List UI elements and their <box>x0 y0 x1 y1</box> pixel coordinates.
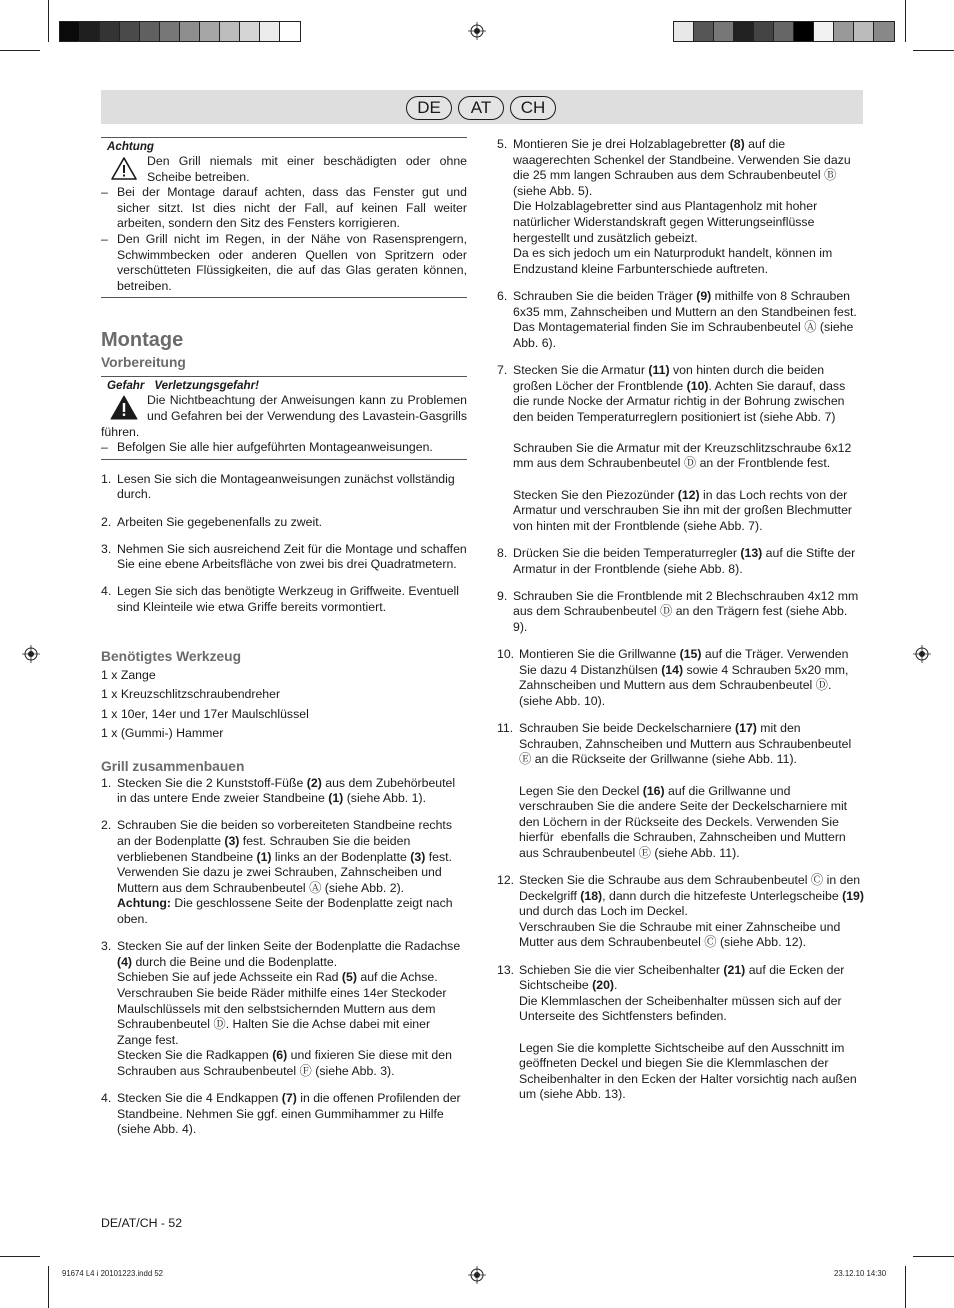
attention-item: – Den Grill nicht im Regen, in der Nähe von Rasensprengern, Schwimmbecken oder anderen Quellen von Spritzern oder verschütteten Flüssigkeiten, die auf das Glas geraten können, betreiben. <box>101 231 467 293</box>
crop-mark <box>0 1256 40 1257</box>
list-item: 2. Arbeiten Sie gegebenenfalls zu zweit. <box>101 514 323 529</box>
list-item: 12. Stecken Sie die Schraube aus dem Schraubenbeutel Ⓒ in den Deckelgriff (18), dann durch die hitzefeste Unterlegscheibe (19) und durch das Loch im Deckel. Verschrauben Sie die Schraube mit einer Zahnscheibe und Mutter aus dem Schraubenbeutel Ⓒ (siehe Abb. 12). <box>497 873 864 950</box>
attention-text: Den Grill niemals mit einer beschädigten oder ohne Scheibe betreiben. <box>147 154 467 184</box>
list-item: 3. Nehmen Sie sich ausreichend Zeit für die Montage und schaffen Sie eine ebene Arbeitsfläche von zwei bis drei Quadratmetern. <box>101 541 467 572</box>
subheading-assembly: Grill zusammenbauen <box>101 758 245 774</box>
assembly-list-left <box>101 776 467 1138</box>
attention-label: Achtung <box>107 140 155 153</box>
danger-label: Gefahr Verletzungsgefahr! <box>107 379 259 393</box>
list-item: 5. Montieren Sie je drei Holzablagebretter (8) auf die waagerechten Schenkel der Standbeine. Verwenden Sie dazu die 25 mm langen Schrauben aus dem Schraubenbeutel Ⓑ (siehe Abb. 5). Die Holzablagebretter sind aus Plantagenholz mit hoher natürlicher Widerstandskraft gegen Witterungseinflüsse hergestellt und zusätzlich gebeizt. Da es sich jedoch um ein Naturprodukt handelt, können im Endzustand kleine Farbunterschiede auftreten. <box>497 137 851 276</box>
crop-mark <box>48 0 49 42</box>
lang-pill-de: DE <box>406 96 452 120</box>
right-column <box>497 137 864 1103</box>
list-item: 9. Schrauben Sie die Frontblende mit 2 Blechschrauben 4x12 mm aus dem Schraubenbeutel Ⓓ an den Trägern fest (siehe Abb. 9). <box>497 588 859 634</box>
list-item: 6. Schrauben Sie die beiden Träger (9) mithilfe von 8 Schrauben 6x35 mm, Zahnscheiben und Muttern an den Standbeinen fest. Das Montagematerial finden Sie im Schraubenbeutel Ⓐ (siehe Abb. 6). <box>497 288 857 350</box>
registration-mark-icon <box>22 645 40 663</box>
crop-mark <box>905 0 906 42</box>
language-pills <box>406 96 556 120</box>
color-strip-right <box>673 21 895 42</box>
crop-mark <box>913 1256 954 1257</box>
danger-box <box>101 376 467 459</box>
left-column <box>101 137 467 1138</box>
list-item: 1. Lesen Sie sich die Montageanweisungen zunächst vollständig durch. <box>101 471 455 502</box>
danger-triangle-filled-icon <box>101 393 147 423</box>
list-item: 4. Stecken Sie die 4 Endkappen (7) in die offenen Profilenden der Standbeine. Nehmen Sie ggf. einen Gummihammer zu Hilfe (siehe Abb. 4). <box>101 1091 461 1137</box>
registration-mark-icon <box>468 1266 486 1284</box>
page-footer: DE/AT/CH - 52 <box>101 1216 183 1230</box>
crop-mark <box>913 50 954 51</box>
color-strip-left <box>59 21 301 42</box>
lang-pill-at: AT <box>458 96 504 120</box>
caution-triangle-outline-icon <box>101 154 147 184</box>
danger-item: – Befolgen Sie alle hier aufgeführten Montageanweisungen. <box>101 440 433 455</box>
list-item: 1 x Kreuzschlitzschraubendreher <box>101 687 281 702</box>
preparation-list <box>101 472 467 616</box>
danger-text: Die Nichtbeachtung der Anweisungen kann zu Problemen und Gefahren bei der Verwendung des Lavastein-Gasgrills führen. <box>101 393 467 439</box>
assembly-list-right <box>497 137 864 1103</box>
crop-mark <box>48 1266 49 1308</box>
registration-mark-icon <box>913 645 931 663</box>
list-item: 3. Stecken Sie auf der linken Seite der Bodenplatte die Radachse (4) durch die Beine und die Bodenplatte. Schieben Sie auf jede Achsseite ein Rad (5) auf die Achse. Verschrauben Sie beide Räder mithilfe eines 14er Steckoder Maulschlüssels mit den selbstsichernden Muttern aus dem Schraubenbeutel Ⓓ. Halten Sie die Achse dabei mit einer Zange fest. Stecken Sie die Radkappen (6) und fixieren Sie diese mit den Schrauben aus Schraubenbeutel Ⓕ (siehe Abb. 3). <box>101 939 461 1078</box>
list-item: 1 x 10er, 14er und 17er Maulschlüssel <box>101 706 309 721</box>
list-item: 1 x (Gummi-) Hammer <box>101 726 224 741</box>
list-item: 11. Schrauben Sie beide Deckelscharniere (17) mit den Schrauben, Zahnscheiben und Muttern aus Schraubenbeutel Ⓔ an die Rückseite der Grillwanne (siehe Abb. 11). Legen Sie den Deckel (16) auf die Grillwanne und verschrauben Sie die andere Seite der Deckelscharniere mit den Löchern in der Rückseite des Deckels. Verwenden Sie hierfür ebenfalls die Schrauben, Zahnscheiben und Muttern aus Schraubenbeutel Ⓔ (siehe Abb. 11). <box>497 721 852 860</box>
lang-pill-ch: CH <box>510 96 556 120</box>
subheading-tools: Benötigtes Werkzeug <box>101 648 242 664</box>
print-slug-left: 91674 L4 i 20101223.indd 52 <box>62 1269 164 1278</box>
list-item: 1. Stecken Sie die 2 Kunststoff-Füße (2) aus dem Zubehörbeutel in das untere Ende zweier Standbeine (1) (siehe Abb. 1). <box>101 775 456 806</box>
list-item: 1 x Zange <box>101 667 156 682</box>
crop-mark <box>905 1266 906 1308</box>
list-item: 7. Stecken Sie die Armatur (11) von hinten durch die beiden großen Löcher der Frontblende (10). Achten Sie darauf, dass die runde Nocke der Armatur richtig in der Bohrung zwischen den beiden Temperaturreglern positioniert ist (siehe Abb. 7) Schrauben Sie die Armatur mit der Kreuzschlitzschraube 6x12 mm aus dem Schraubenbeutel Ⓓ an der Frontblende fest. Stecken Sie den Piezozünder (12) in das Loch rechts von der Armatur und verschrauben Sie ihn mit der großen Blechmutter von hinten mit der Frontblende (siehe Abb. 7). <box>497 362 853 533</box>
subheading-preparation: Vorbereitung <box>101 355 186 371</box>
registration-mark-icon <box>468 22 486 40</box>
list-item: 8. Drücken Sie die beiden Temperaturregler (13) auf die Stifte der Armatur in der Frontblende (siehe Abb. 8). <box>497 546 856 576</box>
list-item: 2. Schrauben Sie die beiden so vorbereiteten Standbeine rechts an der Bodenplatte (3) fest. Schrauben Sie die beiden verbliebenen Standbeine (1) links an der Bodenplatte (3) fest. Verwenden Sie dazu je zwei Schrauben, Zahnscheiben und Muttern aus dem Schraubenbeutel Ⓐ (siehe Abb. 2). Achtung: Die geschlossene Seite der Bodenplatte zeigt nach oben. <box>101 818 453 927</box>
tools-list <box>101 668 467 742</box>
print-slug-right: 23.12.10 14:30 <box>834 1269 887 1278</box>
attention-box <box>101 137 467 298</box>
section-heading: Montage <box>101 329 184 352</box>
list-item: 13. Schieben Sie die vier Scheibenhalter (21) auf die Ecken der Sichtscheibe (20). Die Klemmlaschen der Scheibenhalter müssen sich auf der Unterseite des Sichtfensters befinden. Legen Sie die komplette Sichtscheibe auf den Ausschnitt im geöffneten Deckel und biegen Sie die Klemmlaschen der Scheibenhalter in den Ecken der Halter vorsichtig nach außen um (siehe Abb. 13). <box>497 962 857 1102</box>
list-item: 4. Legen Sie sich das benötigte Werkzeug in Griffweite. Eventuell sind Kleinteile wie etwa Griffe bereits vormontiert. <box>101 584 460 615</box>
crop-mark <box>0 50 40 51</box>
attention-item: – Bei der Montage darauf achten, dass das Fenster gut und sicher sitzt. Ist dies nicht der Fall, auf keinen Fall weiter arbeiten, sondern den Sitz des Fensters korrigieren. <box>101 185 467 231</box>
list-item: 10. Montieren Sie die Grillwanne (15) auf die Träger. Verwenden Sie dazu 4 Distanzhülsen (14) sowie 4 Schrauben 5x20 mm, Zahnscheiben und Muttern aus dem Schraubenbeutel Ⓓ. (siehe Abb. 10). <box>497 647 849 708</box>
